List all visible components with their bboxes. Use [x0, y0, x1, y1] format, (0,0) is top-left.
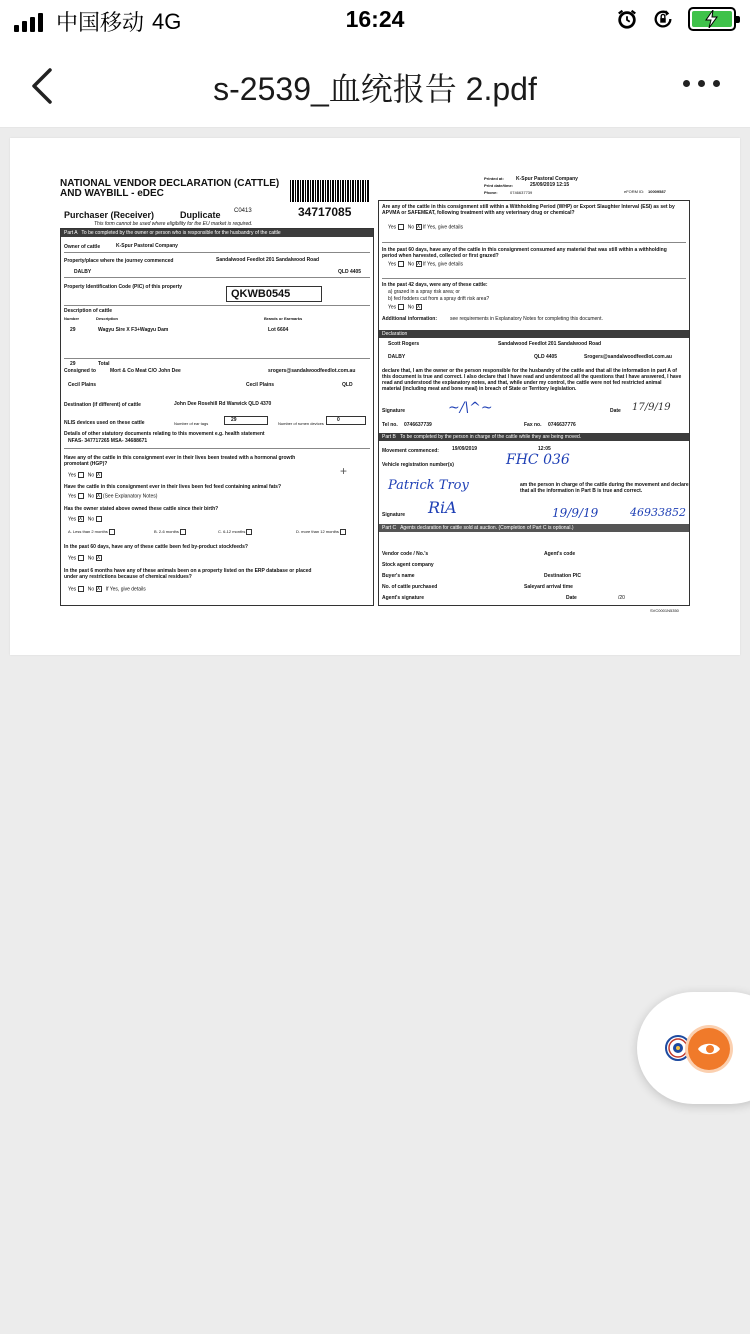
other-docs-label: Details of other statutory documents relating to this movement e.g. health statement: [64, 431, 265, 437]
fax-value: 0746637776: [548, 422, 576, 428]
date-slash: /20: [618, 595, 625, 601]
vehicle-hand: FHC 036: [506, 452, 570, 468]
stock-agent-label: Stock agent company: [382, 562, 434, 568]
row-number: 29: [70, 327, 76, 333]
eu-note: This form cannot be used where eligibility for the EU market is required.: [94, 221, 253, 227]
cecil-plains-2: Cecil Plains: [246, 382, 275, 388]
col-brands: Brands or Earmarks: [264, 316, 303, 321]
nfas-value: NFAS- 347717265 MSA- 34688671: [68, 438, 148, 444]
driver-signature: RiA: [428, 498, 457, 517]
decl-town: DALBY: [388, 354, 406, 360]
eform-label: eFORM ID:: [624, 189, 645, 194]
buyer-name-label: Buyer's name: [382, 573, 415, 579]
total-label: Total: [98, 361, 110, 367]
agent-sig-label: Agent's signature: [382, 595, 425, 601]
tel-value: 0746637739: [404, 422, 432, 428]
floating-widget[interactable]: [637, 992, 750, 1104]
driver-hand: Patrick Troy: [388, 478, 469, 493]
q7-answer: Yes No X If Yes, give details: [388, 261, 463, 268]
state-qld: QLD: [342, 382, 353, 388]
question-2: Have the cattle in this consignment ever in their lives been fed feed containing animal fats?: [64, 484, 281, 490]
q8-b: b) fed fodders cut from a spray drift risk area?: [388, 296, 490, 302]
part-b-bar: Part B To be completed by the person in charge of the cattle while they are being moved.: [379, 433, 689, 441]
dest-pic-label: Destination PIC: [544, 573, 581, 579]
owner-label: Owner of cattle: [64, 244, 101, 250]
consignee-email: srogers@sandalwoodfeedlot.com.au: [268, 368, 356, 374]
question-6: Are any of the cattle in this consignment still within a Withholding Period (WHP) or Export Slaughter Interval (ESI) as set by APVMA or SAFEMEAT, following treatment with any veterinary drug or chemical?: [382, 204, 675, 216]
fax-label: Fax no.: [524, 422, 542, 428]
date-label-c: Date: [566, 595, 577, 601]
q5-answer: Yes No X If Yes, give details: [68, 586, 146, 593]
rotation-lock-icon: [652, 8, 674, 30]
barcode: [290, 180, 370, 202]
decl-text: declare that, I am the owner or the person responsible for the husbandry of the cattle and that all the information in part A of this document is true and correct. I also declare that I have read and understood all the questions that I have answered, I have read and understood the explanatory notes, and that, while under my control, the cattle were not fed restricted animal material (including meat and bone meal) in breach of State or Territory legislation.: [382, 368, 682, 392]
property-label: Property/place where the journey commenced: [64, 258, 174, 264]
movement-time: 12:05: [538, 446, 551, 452]
print-date-label: Print date/time:: [484, 183, 514, 188]
pdf-page[interactable]: [10, 138, 740, 655]
signature-label-b: Signature: [382, 512, 406, 518]
part-a-bar: Part A To be completed by the owner or person who is responsible for the husbandry of the cattle: [61, 229, 373, 237]
q9-label: Additional information:: [382, 316, 437, 322]
q3-opt-b: B. 2-6 months: [154, 529, 186, 535]
status-bar: [0, 0, 750, 40]
carrier-name: 中国移动: [56, 10, 145, 35]
question-1: Have any of the cattle in this consignment ever in their lives been treated with a hormonal growth promotant (HGP)?: [64, 455, 296, 467]
consigned-to: Mort & Co Meat C/O John Dee: [110, 368, 181, 374]
tel-label: Tel no.: [382, 422, 398, 428]
page-title: s-2539_血统报告 2.pdf: [213, 71, 537, 107]
doc-title-line2: AND WAYBILL - eDEC: [60, 188, 164, 199]
ear-tags-label: Number of ear tags: [174, 421, 209, 426]
declarant-date: 17/9/19: [632, 402, 671, 413]
cecil-plains-1: Cecil Plains: [68, 382, 97, 388]
eform-id: 10009587: [648, 189, 666, 194]
purchaser-label: Purchaser (Receiver): [64, 210, 155, 220]
q8-a: a) grazed in a spray risk area; or: [388, 289, 460, 295]
signature-label: Signature: [382, 408, 406, 414]
pic-value: QKWB0545: [226, 286, 322, 302]
question-4: In the past 60 days, have any of these cattle been fed by-product stockfeeds?: [64, 544, 248, 550]
plus-mark: +: [340, 464, 348, 478]
q3-opt-a: A. Less than 2 months: [68, 529, 115, 535]
col-number: Number: [64, 316, 80, 321]
desc-label: Description of cattle: [64, 308, 113, 314]
duplicate-label: Duplicate: [180, 210, 221, 220]
declarant-signature: ~/\^~: [448, 400, 493, 416]
printed-at: K-Spur Pastoral Company: [516, 176, 578, 182]
q9-text: see requirements in Explanatory Notes for completing this document.: [450, 316, 603, 322]
q4-answer: Yes No X: [68, 555, 101, 562]
destination-label: Destination (if different) of cattle: [64, 402, 141, 408]
pic-label: Property Identification Code (PIC) of this property: [64, 284, 183, 290]
state-post: QLD 4405: [338, 269, 362, 275]
q2-answer: Yes No X (See Explanatory Notes): [68, 493, 158, 500]
alarm-icon: [616, 8, 638, 30]
row-brand: Lot 6604: [268, 327, 289, 333]
declaration-bar: Declaration: [379, 330, 689, 338]
town: DALBY: [74, 269, 92, 275]
more-icon[interactable]: [675, 80, 720, 87]
question-7: In the past 60 days, have any of the cattle in this consignment consumed any material that was still within a withholding period when harvested, collected or first grazed?: [382, 247, 667, 259]
decl-address: Sandalwood Feedlot 201 Sandalwood Road: [498, 341, 602, 347]
nlis-label: NLIS devices used on these cattle: [64, 420, 145, 426]
q3-answer: Yes X No: [68, 516, 102, 522]
form-code: C0413: [234, 208, 252, 214]
phone-value: 0746637739: [510, 190, 533, 195]
network-type: 4G: [152, 8, 182, 34]
row-desc: Wagyu Sire X F3+Wagyu Dam: [98, 327, 169, 333]
question-5: In the past 6 months have any of these animals been on a property listed on the ERP database or placed under any restrictions because of chemical residues?: [64, 568, 312, 580]
movement-date: 19/09/2019: [452, 446, 478, 452]
printed-at-label: Printed at:: [484, 176, 504, 181]
q3-opt-d: D. more than 12 months: [296, 529, 346, 535]
person-in-charge-text: am the person in charge of the cattle during the movement and declare that all the information in Part B is true and correct.: [520, 482, 689, 494]
property-value: Sandalwood Feedlot 201 Sandalwood Road: [216, 257, 320, 263]
eye-icon[interactable]: [688, 1028, 730, 1070]
col-desc: Description: [96, 316, 119, 321]
q6-answer: Yes No X If Yes, give details: [388, 224, 463, 231]
footer-code: SVC0001N5350: [650, 608, 679, 613]
question-8: In the past 42 days, were any of these cattle:: [382, 282, 488, 288]
movement-label: Movement commenced:: [382, 448, 439, 454]
battery-charging-icon: [688, 7, 736, 31]
q1-answer: Yes No X: [68, 472, 101, 479]
print-date: 25/09/2019 12:15: [530, 182, 570, 188]
agent-code-label: Agent's code: [544, 551, 576, 557]
doc-title-line1: NATIONAL VENDOR DECLARATION (CATTLE): [60, 178, 280, 189]
consigned-label: Consigned to: [64, 368, 96, 374]
owner-value: K-Spur Pastoral Company: [116, 243, 178, 249]
phone-label: Phone:: [484, 190, 498, 195]
no-purchased-label: No. of cattle purchased: [382, 584, 438, 590]
vehicle-label: Vehicle registration number(s): [382, 462, 454, 468]
rumen-value: 0: [326, 416, 366, 425]
decl-name: Scott Rogers: [388, 341, 420, 347]
decl-email: Srogers@sandalwoodfeedlot.com.au: [584, 354, 672, 360]
destination-value: John Dee Rosehill Rd Warwick QLD 4370: [174, 401, 272, 407]
total-number: 29: [70, 361, 76, 367]
q3-opt-c: C. 6-12 months: [218, 529, 252, 535]
serial-number: 34717085: [298, 205, 352, 219]
q8-answer: Yes No X: [388, 304, 421, 311]
tel-hand: 46933852: [630, 506, 686, 519]
vendor-code-label: Vendor code / No.'s: [382, 551, 429, 557]
decl-state: QLD 4405: [534, 354, 558, 360]
ear-tags-value: 29: [224, 416, 268, 425]
saleyard-time-label: Saleyard arrival time: [524, 584, 573, 590]
sig-date-hand: 19/9/19: [552, 506, 599, 520]
question-3: Has the owner stated above owned these cattle since their birth?: [64, 506, 219, 512]
status-time: 16:24: [345, 6, 405, 32]
document-scan: [58, 172, 700, 612]
rumen-label: Number of rumen devices: [278, 421, 324, 426]
nav-bar: [0, 40, 750, 128]
part-c-bar: Part C Agents declaration for cattle sold at auction. (Completion of Part C is optional.): [379, 524, 689, 532]
date-label: Date: [610, 408, 621, 414]
